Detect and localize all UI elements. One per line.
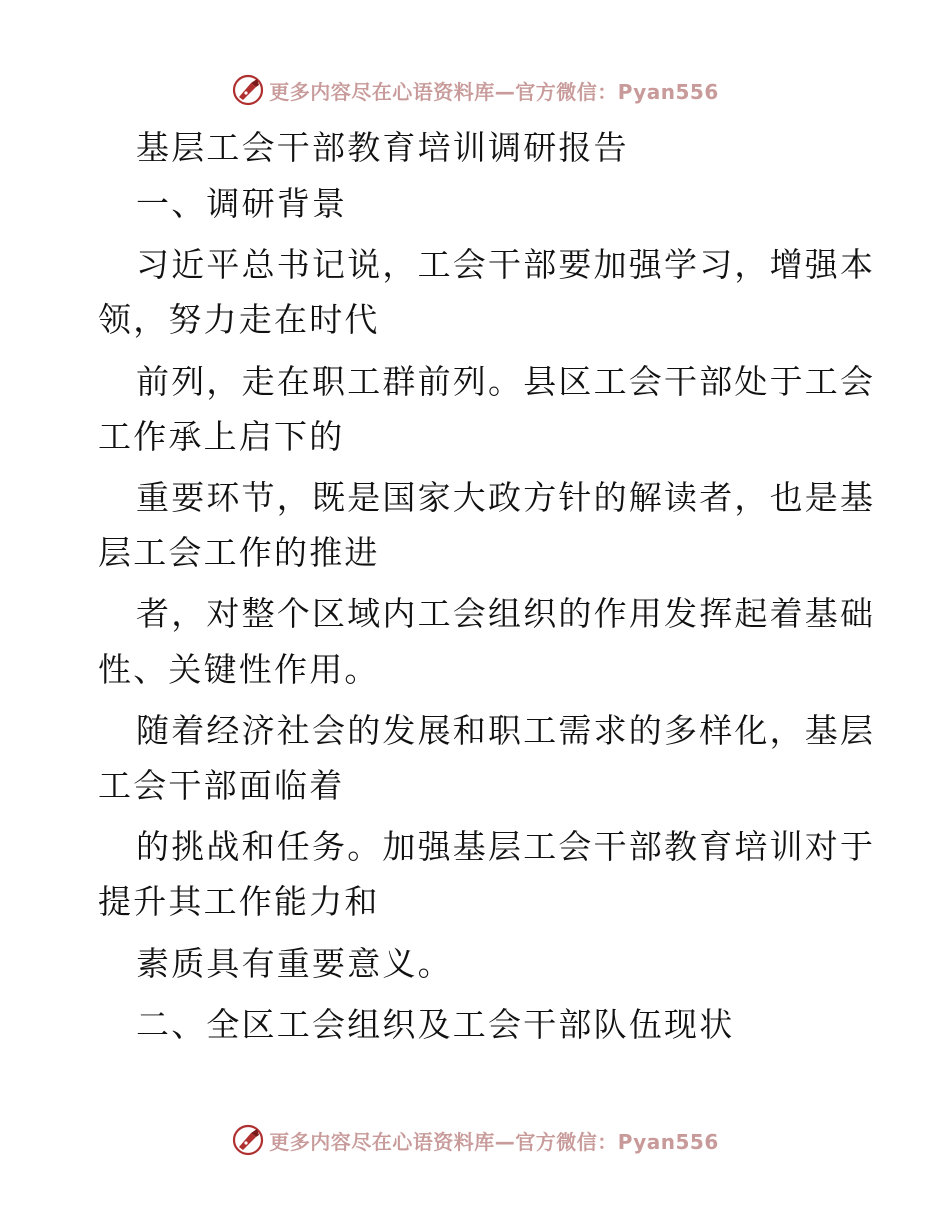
paragraph-line: 工作承上启下的 — [98, 417, 345, 456]
paragraph-line: 素质具有重要意义。 — [136, 944, 453, 983]
watermark-text: 更多内容尽在心语资料库—官方微信：Pyan556 — [269, 79, 719, 104]
document-title: 基层工会干部教育培训调研报告 — [136, 128, 629, 167]
section-heading-background: 一、调研背景 — [136, 184, 348, 223]
paragraph-line: 性、关键性作用。 — [98, 650, 380, 689]
paragraph-line: 随着经济社会的发展和职工需求的多样化，基层 — [136, 711, 876, 750]
paragraph-line: 工会干部面临着 — [98, 766, 345, 805]
watermark-text: 更多内容尽在心语资料库—官方微信：Pyan556 — [269, 1129, 719, 1154]
paragraph-line: 者，对整个区域内工会组织的作用发挥起着基础 — [136, 594, 876, 633]
paragraph-line: 重要环节，既是国家大政方针的解读者，也是基 — [136, 478, 876, 517]
header-watermark-banner — [0, 70, 950, 110]
paragraph-line: 前列，走在职工群前列。县区工会干部处于工会 — [136, 362, 876, 401]
paragraph-line: 习近平总书记说，工会干部要加强学习，增强本 — [136, 245, 876, 284]
pen-nib-logo-icon — [231, 73, 265, 107]
footer-watermark-banner — [0, 1120, 950, 1160]
section-heading-status: 二、全区工会组织及工会干部队伍现状 — [136, 1005, 735, 1044]
paragraph-line: 的挑战和任务。加强基层工会干部教育培训对于 — [136, 827, 876, 866]
paragraph-line: 提升其工作能力和 — [98, 882, 380, 921]
paragraph-line: 领，努力走在时代 — [98, 300, 380, 339]
paragraph-line: 层工会工作的推进 — [98, 533, 380, 572]
pen-nib-logo-icon — [231, 1123, 265, 1157]
